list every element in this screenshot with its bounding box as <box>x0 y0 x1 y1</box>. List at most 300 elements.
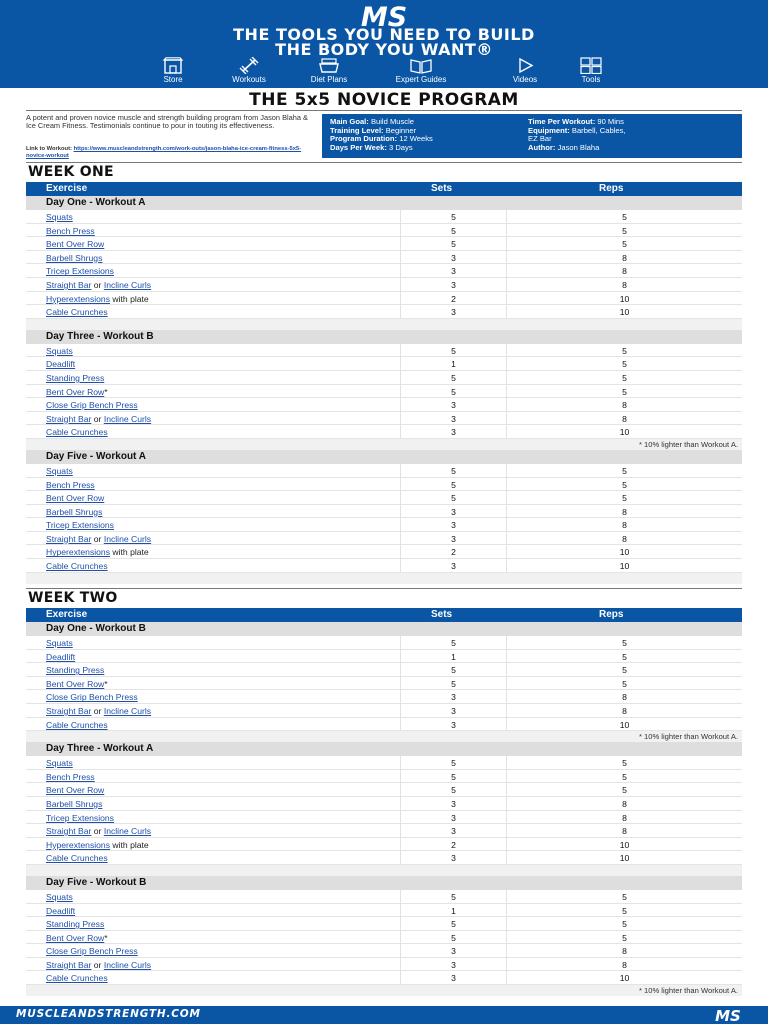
table-row <box>26 851 742 865</box>
reps-cell: 8 <box>506 251 742 265</box>
sets-cell: 3 <box>400 690 506 704</box>
exercise-suffix: * <box>104 678 108 689</box>
reps-cell: 10 <box>506 425 742 439</box>
exercise-connector: or <box>91 705 104 716</box>
exercise-link[interactable]: Tricep Extensions <box>46 266 114 277</box>
exercise-cell <box>46 294 149 304</box>
exercise-link[interactable]: Cable Crunches <box>46 719 108 730</box>
table-row <box>26 292 742 306</box>
svg-text:MS: MS <box>715 1007 741 1023</box>
sets-cell: 3 <box>400 851 506 865</box>
sets-cell: 3 <box>400 532 506 546</box>
table-row <box>26 917 742 931</box>
exercise-link[interactable]: Barbell Shrugs <box>46 798 103 809</box>
sets-cell: 5 <box>400 344 506 358</box>
exercise-link[interactable]: Straight Bar <box>46 413 92 424</box>
row-spacer <box>26 319 742 330</box>
exercise-link[interactable]: Squats <box>46 638 73 648</box>
exercise-cell <box>46 280 151 290</box>
exercise-link[interactable]: Squats <box>46 758 73 769</box>
reps-cell: 5 <box>506 917 742 931</box>
table-row <box>26 478 742 492</box>
exercise-cell <box>46 547 149 557</box>
dumbbell-icon <box>238 57 260 74</box>
table-row <box>26 756 742 770</box>
reps-cell: 8 <box>506 278 742 292</box>
day-title: Day Five - Workout B <box>46 876 147 888</box>
sets-cell: 5 <box>400 371 506 385</box>
footnote-text: * 10% lighter than Workout A. <box>638 439 738 449</box>
reps-cell: 5 <box>506 783 742 797</box>
day-header <box>26 742 742 756</box>
table-row <box>26 518 742 532</box>
exercise-cell <box>46 720 108 730</box>
exercise-cell <box>46 840 149 850</box>
sets-cell: 5 <box>400 636 506 650</box>
reps-cell: 8 <box>506 811 742 825</box>
exercise-cell <box>46 373 104 383</box>
exercise-link-alt[interactable]: Incline Curls <box>103 959 152 970</box>
reps-cell: 5 <box>506 385 742 399</box>
sets-cell: 3 <box>400 704 506 718</box>
exercise-cell <box>46 466 73 476</box>
sets-cell: 5 <box>400 931 506 945</box>
headline: THE TOOLS YOU NEED TO BUILD THE BODY YOU WANT® <box>233 25 535 59</box>
exercise-link[interactable]: Straight Bar <box>46 959 92 970</box>
exercise-connector: or <box>91 959 104 970</box>
exercise-link[interactable]: Straight Bar <box>46 279 92 290</box>
table-row <box>26 425 742 439</box>
exercise-cell <box>46 212 73 222</box>
reps-cell: 5 <box>506 491 742 505</box>
exercise-suffix: * <box>104 932 108 943</box>
exercise-cell <box>46 387 108 397</box>
reps-cell: 5 <box>506 756 742 770</box>
reps-cell: 10 <box>506 718 742 732</box>
sets-cell: 1 <box>400 357 506 371</box>
reps-cell: 8 <box>506 505 742 519</box>
reps-cell: 5 <box>506 357 742 371</box>
table-row <box>26 811 742 825</box>
week-two-table <box>26 608 742 996</box>
week-one-table <box>26 182 742 584</box>
reps-cell: 8 <box>506 398 742 412</box>
sets-cell: 5 <box>400 677 506 691</box>
exercise-link[interactable]: Cable Crunches <box>46 307 108 318</box>
column-header-reps: Reps <box>599 609 624 620</box>
table-row <box>26 357 742 371</box>
table-row <box>26 663 742 677</box>
column-header-exercise: Exercise <box>46 183 88 194</box>
exercise-cell <box>46 638 73 648</box>
exercise-connector: or <box>91 279 104 290</box>
day-title: Day Five - Workout A <box>46 450 147 462</box>
reps-cell: 10 <box>506 559 742 573</box>
exercise-cell <box>46 799 102 809</box>
exercise-suffix: with plate <box>110 839 149 850</box>
reps-cell: 5 <box>506 890 742 904</box>
nav-expert-guides[interactable]: Expert Guides <box>386 57 456 84</box>
exercise-cell <box>46 706 151 716</box>
reps-cell: 5 <box>506 677 742 691</box>
play-icon <box>514 57 536 74</box>
exercise-link[interactable]: Squats <box>46 465 73 476</box>
sets-cell: 3 <box>400 278 506 292</box>
footnote-text: * 10% lighter than Workout A. <box>638 732 738 742</box>
reps-cell: 5 <box>506 931 742 945</box>
table-row <box>26 944 742 958</box>
table-row <box>26 412 742 426</box>
sets-cell: 3 <box>400 264 506 278</box>
table-row <box>26 237 742 251</box>
exercise-cell <box>46 785 104 795</box>
table-row <box>26 532 742 546</box>
footnote-row <box>26 439 742 450</box>
exercise-link[interactable]: Bench Press <box>46 771 95 782</box>
exercise-connector: or <box>91 826 104 837</box>
reps-cell: 8 <box>506 690 742 704</box>
exercise-connector: or <box>91 413 104 424</box>
page-title: THE 5x5 NOVICE PROGRAM <box>249 90 519 110</box>
exercise-cell <box>46 973 108 983</box>
footnote-row <box>26 985 742 996</box>
exercise-link[interactable]: Deadlift <box>46 651 76 662</box>
reps-cell: 5 <box>506 371 742 385</box>
exercise-cell <box>46 346 73 356</box>
sets-cell: 3 <box>400 518 506 532</box>
table-row <box>26 251 742 265</box>
sets-cell: 3 <box>400 944 506 958</box>
day-header <box>26 622 742 636</box>
table-row <box>26 904 742 918</box>
exercise-link-alt[interactable]: Incline Curls <box>103 826 152 837</box>
reps-cell: 8 <box>506 958 742 972</box>
sets-cell: 2 <box>400 838 506 852</box>
day-title: Day One - Workout A <box>46 197 146 208</box>
table-row <box>26 505 742 519</box>
exercise-link[interactable]: Standing Press <box>46 919 105 930</box>
exercise-link[interactable]: Hyperextensions <box>46 839 111 850</box>
sets-cell: 3 <box>400 412 506 426</box>
table-row <box>26 545 742 559</box>
exercise-cell <box>46 359 75 369</box>
exercise-link[interactable]: Cable Crunches <box>46 561 108 572</box>
reps-cell: 5 <box>506 464 742 478</box>
exercise-cell <box>46 919 104 929</box>
exercise-cell <box>46 679 108 689</box>
exercise-cell <box>46 561 108 571</box>
footer-bar <box>0 1006 768 1024</box>
exercise-link[interactable]: Deadlift <box>46 905 76 916</box>
week-two-divider <box>26 588 742 589</box>
table-row <box>26 718 742 732</box>
exercise-cell <box>46 933 108 943</box>
day-title: Day Three - Workout A <box>46 743 154 755</box>
reps-cell: 5 <box>506 636 742 650</box>
table-row <box>26 224 742 238</box>
reps-cell: 5 <box>506 663 742 677</box>
reps-cell: 8 <box>506 704 742 718</box>
sets-cell: 2 <box>400 545 506 559</box>
table-header <box>26 608 742 622</box>
exercise-cell <box>46 946 138 956</box>
reps-cell: 10 <box>506 838 742 852</box>
exercise-cell <box>46 493 104 503</box>
exercise-cell <box>46 772 95 782</box>
exercise-cell <box>46 480 95 490</box>
exercise-link[interactable]: Standing Press <box>46 665 105 676</box>
exercise-link[interactable]: Cable Crunches <box>46 853 108 864</box>
reps-cell: 5 <box>506 478 742 492</box>
footer-ms-logo[interactable] <box>712 1007 744 1023</box>
exercise-link[interactable]: Straight Bar <box>46 533 92 544</box>
book-icon <box>410 57 432 74</box>
sets-cell: 5 <box>400 890 506 904</box>
workout-link-line: Link to Workout: https://www.muscleandstrength.com/work-outs/jason-blaha-ice-cream-fitness-5x5-novice-workout <box>26 146 302 159</box>
reps-cell: 8 <box>506 518 742 532</box>
reps-cell: 10 <box>506 292 742 306</box>
sets-cell: 5 <box>400 770 506 784</box>
reps-cell: 5 <box>506 237 742 251</box>
table-row <box>26 931 742 945</box>
exercise-link[interactable]: Close Grip Bench Press <box>46 400 138 411</box>
sets-cell: 3 <box>400 305 506 319</box>
table-row <box>26 371 742 385</box>
day-header <box>26 196 742 210</box>
info-col-left: Main Goal: Build Muscle Training Level: Beginner Program Duration: 12 Weeks Days Per Week: 3 Days <box>330 117 433 153</box>
exercise-cell <box>46 906 75 916</box>
exercise-link[interactable]: Bent Over Row <box>46 493 105 504</box>
exercise-link-alt[interactable]: Incline Curls <box>103 279 152 290</box>
exercise-link[interactable]: Bent Over Row <box>46 785 105 796</box>
calculator-icon <box>580 57 602 74</box>
exercise-cell <box>46 239 104 249</box>
top-nav <box>138 57 628 85</box>
reps-cell: 5 <box>506 770 742 784</box>
exercise-cell <box>46 534 151 544</box>
week-two-heading: WEEK TWO <box>28 590 118 606</box>
exercise-cell <box>46 520 114 530</box>
reps-cell: 8 <box>506 944 742 958</box>
table-row <box>26 344 742 358</box>
exercise-link[interactable]: Standing Press <box>46 372 105 383</box>
table-row <box>26 958 742 972</box>
exercise-link[interactable]: Tricep Extensions <box>46 520 114 531</box>
footnote-row <box>26 731 742 742</box>
table-row <box>26 783 742 797</box>
exercise-cell <box>46 758 73 768</box>
reps-cell: 10 <box>506 305 742 319</box>
table-row <box>26 210 742 224</box>
sets-cell: 5 <box>400 385 506 399</box>
reps-cell: 5 <box>506 650 742 664</box>
exercise-cell <box>46 813 114 823</box>
exercise-link-alt[interactable]: Incline Curls <box>103 413 152 424</box>
table-row <box>26 797 742 811</box>
sets-cell: 5 <box>400 917 506 931</box>
exercise-link-alt[interactable]: Incline Curls <box>103 705 152 716</box>
sets-cell: 3 <box>400 251 506 265</box>
day-title: Day Three - Workout B <box>46 330 154 342</box>
sets-cell: 5 <box>400 663 506 677</box>
reps-cell: 5 <box>506 904 742 918</box>
info-col-right: Time Per Workout: 90 Mins Equipment: Barbell, Cables, EZ Bar Author: Jason Blaha <box>528 117 626 153</box>
table-row <box>26 677 742 691</box>
svg-text:MS: MS <box>360 2 408 30</box>
exercise-link[interactable]: Straight Bar <box>46 705 92 716</box>
day-header <box>26 450 742 464</box>
exercise-link[interactable]: Bent Over Row <box>46 239 105 250</box>
week-one-heading: WEEK ONE <box>28 164 114 180</box>
exercise-link[interactable]: Hyperextensions <box>46 293 111 304</box>
column-header-reps: Reps <box>599 183 624 194</box>
sets-cell: 3 <box>400 718 506 732</box>
row-spacer <box>26 865 742 876</box>
exercise-link[interactable]: Barbell Shrugs <box>46 252 103 263</box>
reps-cell: 10 <box>506 545 742 559</box>
reps-cell: 5 <box>506 224 742 238</box>
footer-site-link[interactable]: MUSCLEANDSTRENGTH.COM <box>16 1008 201 1020</box>
sets-cell: 5 <box>400 237 506 251</box>
exercise-cell <box>46 427 108 437</box>
sets-cell: 3 <box>400 971 506 985</box>
sets-cell: 5 <box>400 783 506 797</box>
exercise-connector: or <box>91 533 104 544</box>
exercise-suffix: with plate <box>110 547 149 558</box>
sets-cell: 3 <box>400 505 506 519</box>
reps-cell: 8 <box>506 797 742 811</box>
nav-diet-plans[interactable]: Diet Plans <box>294 57 364 84</box>
sets-cell: 5 <box>400 491 506 505</box>
exercise-link[interactable]: Tricep Extensions <box>46 812 114 823</box>
table-header <box>26 182 742 196</box>
table-row <box>26 704 742 718</box>
reps-cell: 10 <box>506 851 742 865</box>
reps-cell: 5 <box>506 344 742 358</box>
workout-link[interactable]: https://www.muscleandstrength.com/work-outs/jason-blaha-ice-cream-fitness-5x5-novice-workout <box>26 146 302 159</box>
table-row <box>26 305 742 319</box>
exercise-link[interactable]: Bent Over Row <box>46 386 105 397</box>
exercise-cell <box>46 853 108 863</box>
exercise-cell <box>46 414 151 424</box>
exercise-cell <box>46 892 73 902</box>
reps-cell: 8 <box>506 532 742 546</box>
nav-videos[interactable]: Videos <box>490 57 560 84</box>
intro-text: A potent and proven novice muscle and strength building program from Jason Blaha & Ice Cream Fitness. Testimonials continue to pour in touting its effectiveness. <box>26 113 308 130</box>
exercise-cell <box>46 507 102 517</box>
column-header-sets: Sets <box>431 183 453 194</box>
header-banner <box>0 0 768 88</box>
sets-cell: 3 <box>400 425 506 439</box>
exercise-link[interactable]: Close Grip Bench Press <box>46 946 138 957</box>
sets-cell: 5 <box>400 224 506 238</box>
sets-cell: 3 <box>400 958 506 972</box>
exercise-link[interactable]: Bent Over Row <box>46 932 105 943</box>
day-header <box>26 876 742 890</box>
sets-cell: 5 <box>400 756 506 770</box>
exercise-suffix: with plate <box>110 293 149 304</box>
table-row <box>26 690 742 704</box>
store-icon <box>162 57 184 74</box>
program-info-box <box>322 114 742 158</box>
title-divider <box>26 110 742 111</box>
exercise-link[interactable]: Cable Crunches <box>46 427 108 438</box>
column-header-exercise: Exercise <box>46 609 88 620</box>
exercise-link[interactable]: Squats <box>46 212 73 222</box>
week-one-divider <box>26 162 742 163</box>
sets-cell: 1 <box>400 650 506 664</box>
exercise-cell <box>46 307 108 317</box>
row-spacer <box>26 573 742 584</box>
nav-tools[interactable]: Tools <box>556 57 626 84</box>
exercise-cell <box>46 253 102 263</box>
exercise-cell <box>46 960 151 970</box>
nav-store[interactable]: Store <box>138 57 208 84</box>
sets-cell: 1 <box>400 904 506 918</box>
sets-cell: 5 <box>400 464 506 478</box>
table-row <box>26 770 742 784</box>
sets-cell: 2 <box>400 292 506 306</box>
reps-cell: 8 <box>506 412 742 426</box>
exercise-link[interactable]: Bent Over Row <box>46 678 105 689</box>
exercise-link[interactable]: Bench Press <box>46 479 95 490</box>
table-row <box>26 838 742 852</box>
exercise-link[interactable]: Deadlift <box>46 359 76 370</box>
table-row <box>26 636 742 650</box>
exercise-cell <box>46 226 95 236</box>
exercise-link-alt[interactable]: Incline Curls <box>103 533 152 544</box>
nav-workouts[interactable]: Workouts <box>214 57 284 84</box>
table-row <box>26 385 742 399</box>
day-title: Day One - Workout B <box>46 623 146 634</box>
sets-cell: 5 <box>400 210 506 224</box>
sets-cell: 5 <box>400 478 506 492</box>
sets-cell: 3 <box>400 559 506 573</box>
exercise-link[interactable]: Squats <box>46 345 73 356</box>
table-row <box>26 464 742 478</box>
table-row <box>26 398 742 412</box>
exercise-link[interactable]: Squats <box>46 891 73 902</box>
table-row <box>26 559 742 573</box>
exercise-link[interactable]: Bench Press <box>46 225 95 236</box>
exercise-link[interactable]: Close Grip Bench Press <box>46 692 138 703</box>
table-row <box>26 491 742 505</box>
sets-cell: 3 <box>400 797 506 811</box>
exercise-link[interactable]: Straight Bar <box>46 826 92 837</box>
exercise-link[interactable]: Cable Crunches <box>46 973 108 984</box>
sets-cell: 3 <box>400 824 506 838</box>
table-row <box>26 650 742 664</box>
sets-cell: 3 <box>400 811 506 825</box>
exercise-cell <box>46 266 114 276</box>
exercise-cell <box>46 665 104 675</box>
table-row <box>26 824 742 838</box>
reps-cell: 8 <box>506 824 742 838</box>
day-header <box>26 330 742 344</box>
exercise-link[interactable]: Barbell Shrugs <box>46 506 103 517</box>
footnote-text: * 10% lighter than Workout A. <box>638 986 738 996</box>
table-row <box>26 278 742 292</box>
table-row <box>26 264 742 278</box>
reps-cell: 8 <box>506 264 742 278</box>
scale-icon <box>318 57 340 74</box>
exercise-cell <box>46 400 138 410</box>
exercise-suffix: * <box>104 386 108 397</box>
exercise-link[interactable]: Hyperextensions <box>46 547 111 558</box>
exercise-cell <box>46 826 151 836</box>
table-row <box>26 890 742 904</box>
exercise-cell <box>46 692 138 702</box>
